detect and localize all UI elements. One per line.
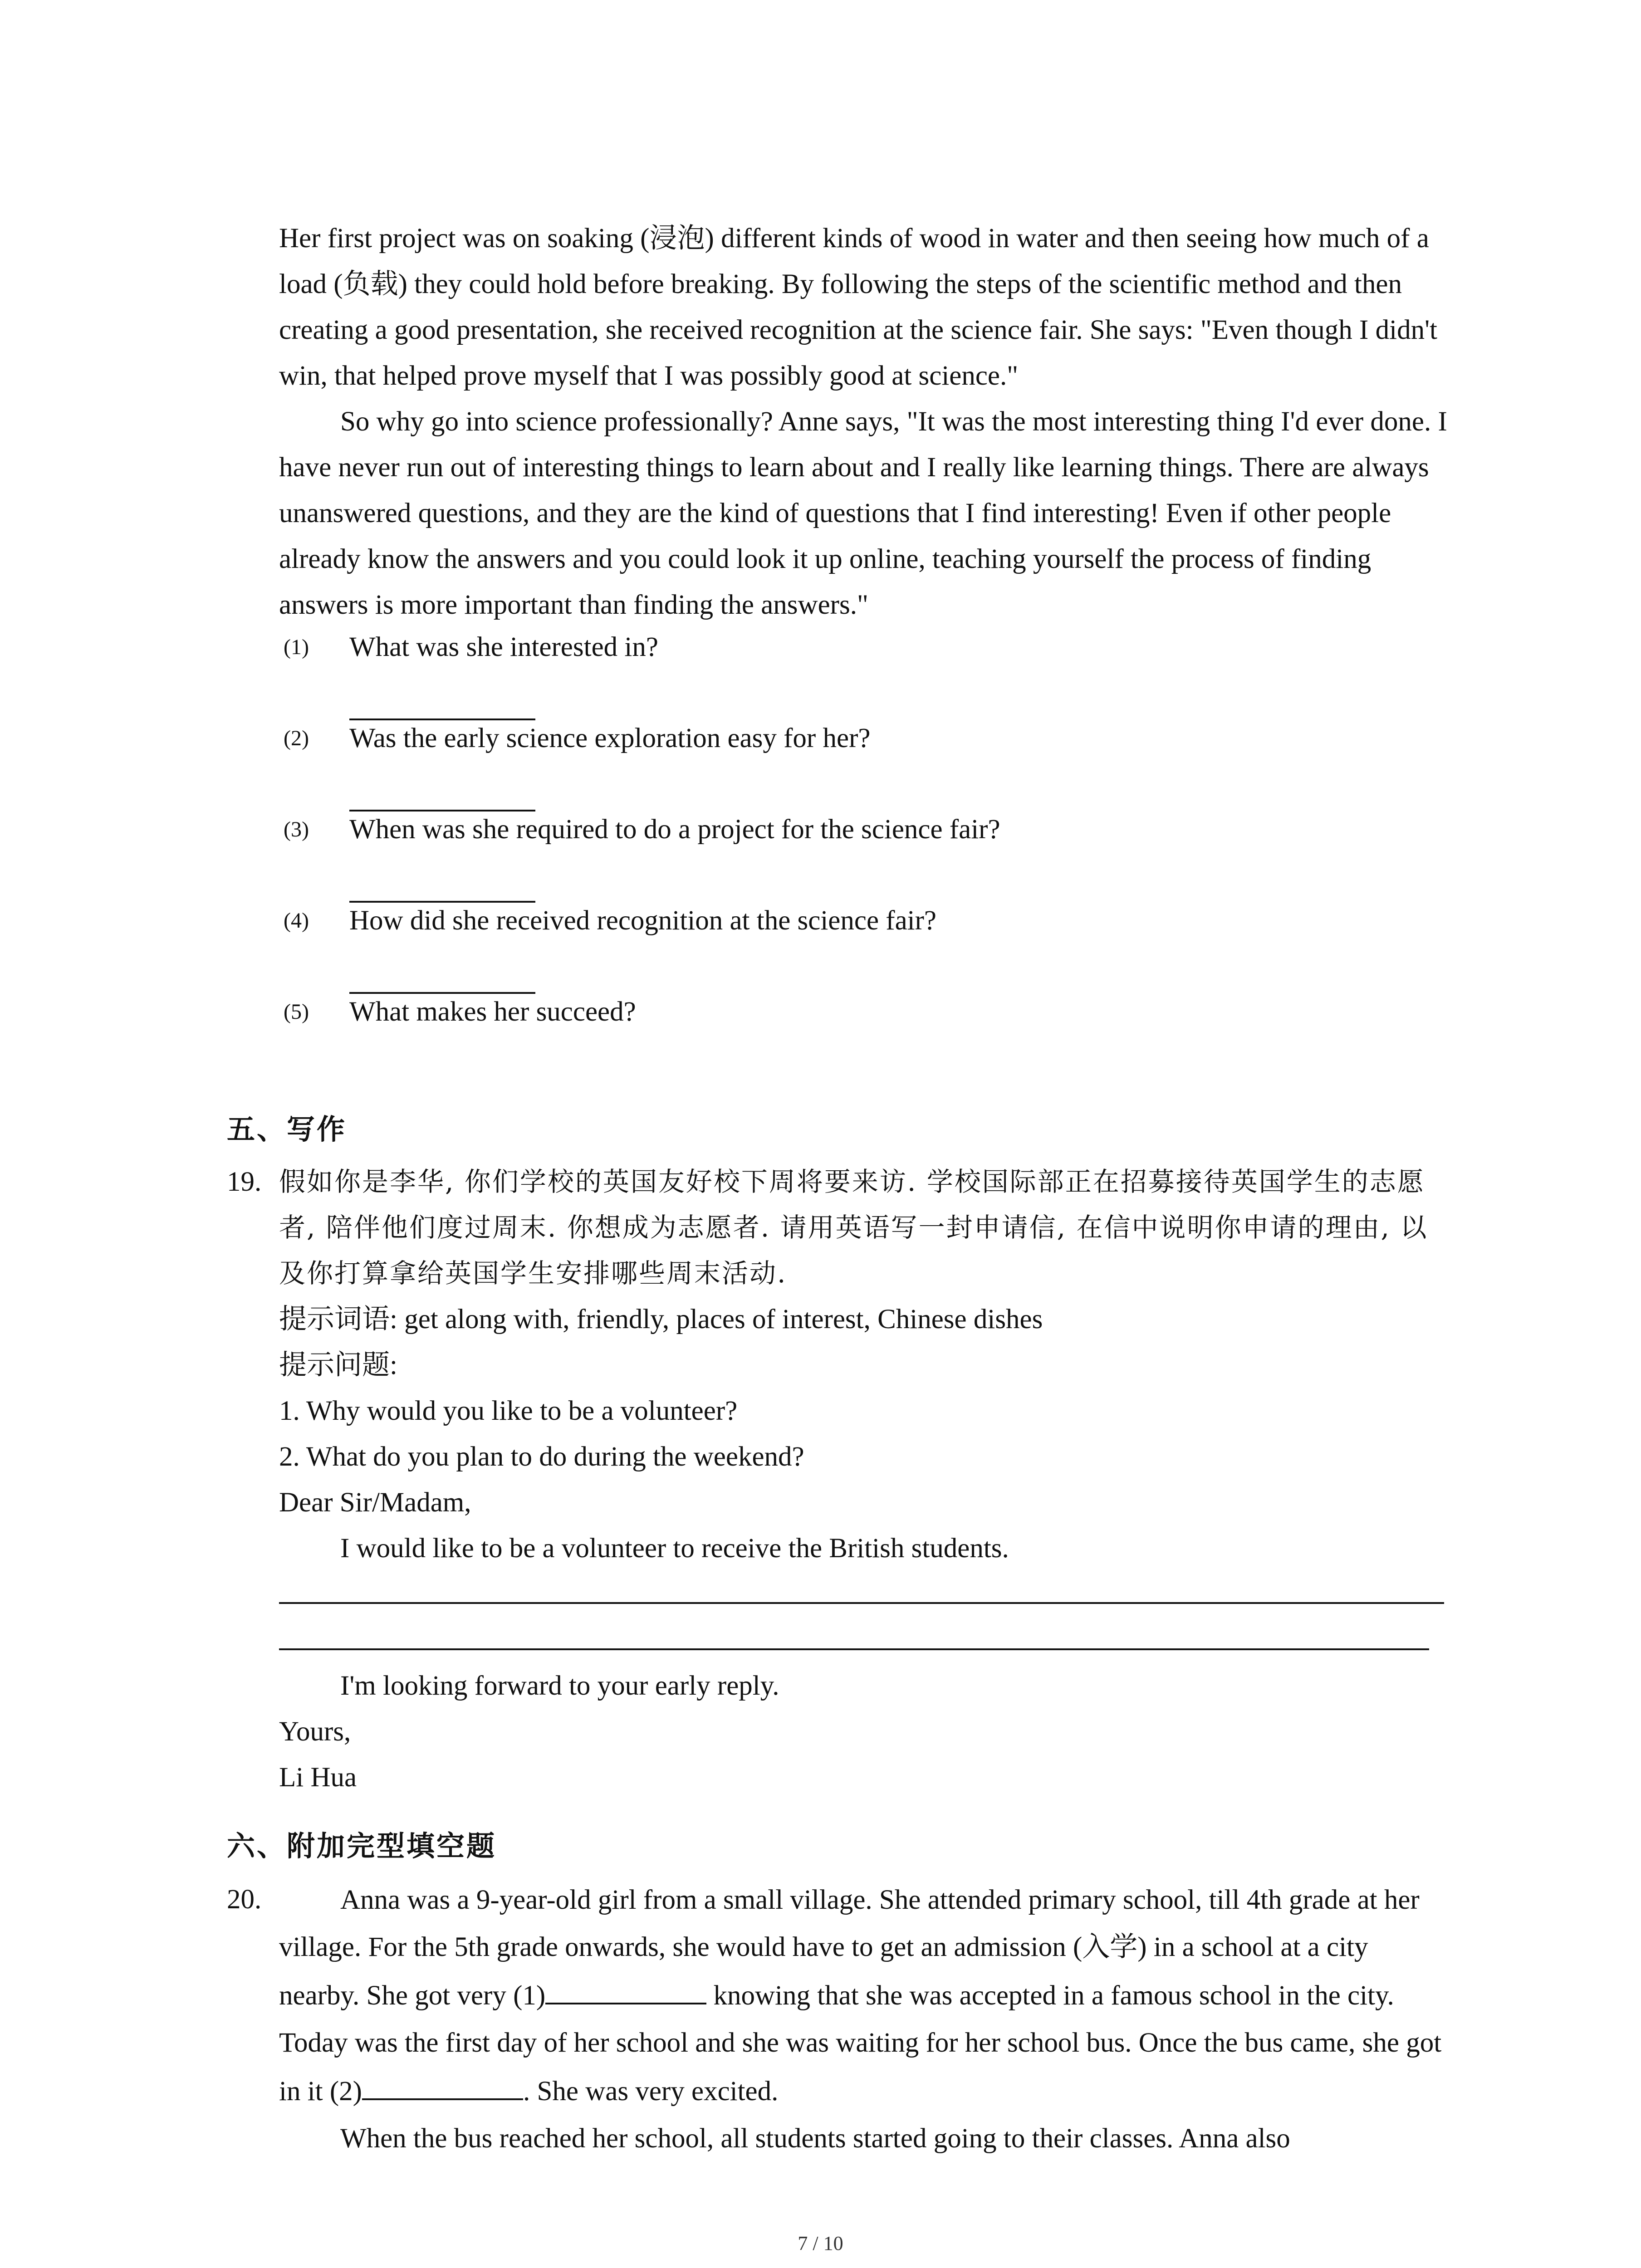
- cloze-blank-1[interactable]: [545, 1971, 706, 2004]
- letter-greeting: Dear Sir/Madam,: [279, 1487, 471, 1518]
- page-number: 7 / 10: [798, 2232, 843, 2254]
- cloze-blank-2[interactable]: [362, 2067, 523, 2100]
- letter-name: Li Hua: [279, 1762, 357, 1793]
- writing-prompt: 假如你是李华, 你们学校的英国友好校下周将要来访. 学校国际部正在招募接待英国学生的志愿者, 陪伴他们度过周末. 你想成为志愿者. 请用英语写一封申请信, 在信中说明你申请的理由, 以及你打算拿给英国学生安排哪些周末活动.: [279, 1166, 1428, 1289]
- question-number: (3): [284, 817, 309, 841]
- question-number-20: 20.: [227, 1884, 262, 1915]
- hint-question-1: 1. Why would you like to be a volunteer?: [279, 1396, 738, 1426]
- section-heading-cloze: 六、附加完型填空题: [227, 1829, 497, 1862]
- question-number: (2): [284, 726, 309, 750]
- question-number: (5): [284, 1000, 309, 1024]
- question-number: (4): [284, 909, 309, 933]
- cloze-paragraph-1: [279, 1877, 1447, 2115]
- cloze-paragraph-2: When the bus reached her school, all students started going to their classes. Anna also: [340, 2123, 1290, 2154]
- cloze-text: Anna was a 9-year-old girl from a small village. She attended primary school, till 4th grade at her village. For the 5th grade onwards, she would have to get an admission (入学) in a school at a city nearby. She got very (1): [279, 1885, 1420, 2011]
- question-number: (1): [284, 635, 309, 659]
- hint-words: 提示词语: get along with, friendly, places of interest, Chinese dishes: [279, 1304, 1043, 1334]
- letter-closing: I'm looking forward to your early reply.: [340, 1671, 779, 1701]
- cloze-text: knowing that she was accepted in a famous school in the city. Today was the first day of her school and she was waiting for her school bus. Once the bus came, she got in it (2): [279, 1980, 1442, 2107]
- hint-question-2: 2. What do you plan to do during the weekend?: [279, 1442, 804, 1472]
- cloze-text: . She was very excited.: [523, 2076, 779, 2107]
- question-text: How did she received recognition at the science fair?: [349, 905, 936, 936]
- section-heading-writing: 五、写作: [227, 1113, 347, 1146]
- letter-signoff: Yours,: [279, 1716, 351, 1747]
- question-number-19: 19.: [227, 1167, 262, 1197]
- question-text: What makes her succeed?: [349, 997, 636, 1027]
- question-text: When was she required to do a project for the science fair?: [349, 814, 1000, 845]
- letter-opening: I would like to be a volunteer to receive the British students.: [340, 1533, 1009, 1564]
- writing-line[interactable]: [279, 1602, 1444, 1604]
- passage-paragraph-2: So why go into science professionally? Anne says, "It was the most interesting thing I'd ever done. I have never run out of interesting things to learn about and I really like learning things. There are always unanswered questions, and they are the kind of questions that I find interesting! Even if other people already know the answers and you could look it up online, teaching yourself the process of finding answers is more important than finding the answers.": [279, 406, 1447, 620]
- passage-paragraph-1: Her first project was on soaking (浸泡) different kinds of wood in water and then seeing how much of a load (负载) they could hold before breaking. By following the steps of the scientific method and then creating a good presentation, she received recognition at the science fair. She says: "Even though I didn't win, that helped prove myself that I was possibly good at science.": [279, 223, 1438, 391]
- question-text: Was the early science exploration easy for her?: [349, 723, 871, 753]
- question-text: What was she interested in?: [349, 632, 658, 662]
- writing-line[interactable]: [279, 1648, 1429, 1650]
- hint-questions-label: 提示问题:: [279, 1350, 397, 1380]
